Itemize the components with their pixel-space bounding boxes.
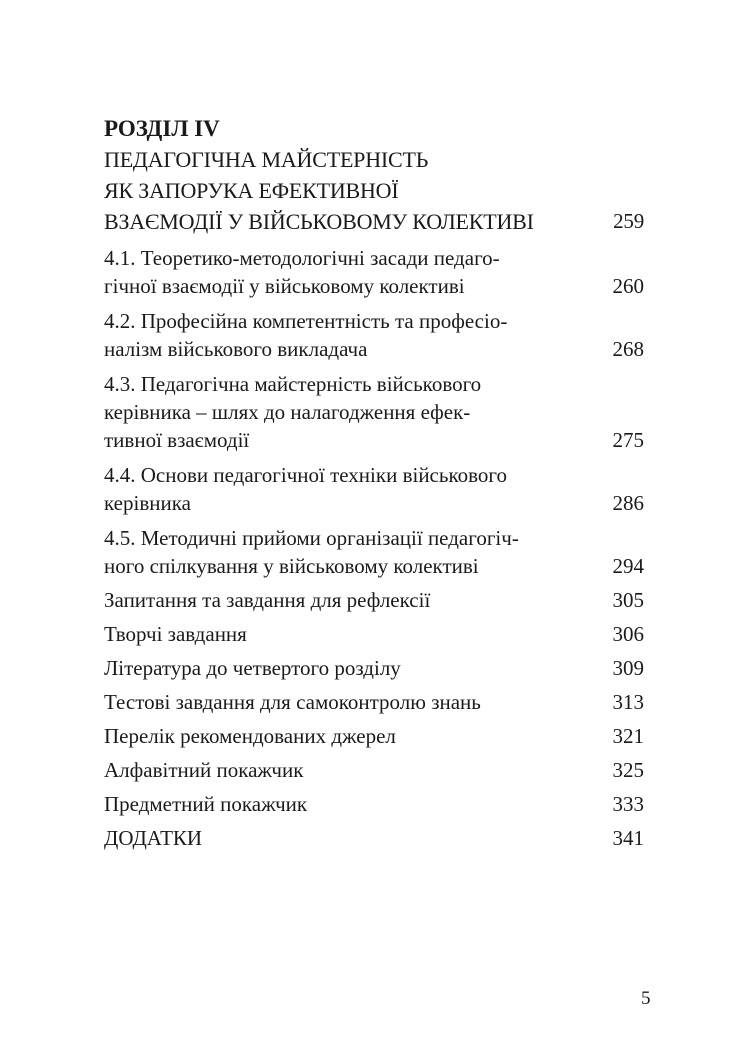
toc-entry (104, 586, 644, 614)
subsection-line: гічної взаємодії у військовому колективі (104, 274, 465, 298)
subsection-line: 4.5. Методичні прийоми організації педагогіч- (104, 526, 519, 550)
subsection-line: 4.3. Педагогічна майстерність військового (104, 372, 482, 396)
toc-entry-text: Творчі завдання (104, 622, 247, 646)
toc-entry-text: Література до четвертого розділу (104, 656, 401, 680)
toc-entry (104, 688, 644, 716)
toc-entry-page: 305 (612, 588, 644, 612)
subsection-page-number: 268 (612, 337, 644, 361)
toc-entry (104, 824, 644, 852)
subsection-page-number: 275 (612, 428, 644, 452)
subsection-line: налізм військового викладача (104, 337, 368, 361)
toc-entry (104, 620, 644, 648)
toc-entry-page: 321 (612, 724, 644, 748)
subsection-line: керівника (104, 491, 191, 515)
toc-entry-page: 309 (612, 656, 644, 680)
toc-entry-text: ДОДАТКИ (104, 826, 203, 850)
section-title-line: ПЕДАГОГІЧНА МАЙСТЕРНІСТЬ (104, 147, 429, 172)
toc-entry (104, 756, 644, 784)
subsection-line: 4.2. Професійна компетентність та професіо- (104, 309, 508, 333)
toc-subsection (104, 244, 644, 300)
toc-entry (104, 722, 644, 750)
toc-subsection (104, 461, 644, 517)
toc-entry-text: Предметний покажчик (104, 792, 308, 816)
toc-entry-text: Тестові завдання для самоконтролю знань (104, 690, 481, 714)
subsection-line: ного спілкування у військовому колективі (104, 554, 479, 578)
toc-entry (104, 790, 644, 818)
toc-subsection (104, 307, 644, 363)
section-label: РОЗДІЛ IV (104, 116, 220, 141)
section-page-number: 259 (613, 209, 644, 233)
section-title-line: ВЗАЄМОДІЇ У ВІЙСЬКОВОМУ КОЛЕКТИВІ (104, 209, 534, 234)
toc-entry (104, 654, 644, 682)
toc-entry-page: 306 (612, 622, 644, 646)
subsection-line: керівника – шлях до налагодження ефек- (104, 400, 471, 424)
toc-entry-page: 325 (612, 758, 644, 782)
subsection-page-number: 260 (612, 274, 644, 298)
subsection-line: 4.4. Основи педагогічної техніки військового (104, 463, 507, 487)
toc-entry-page: 341 (612, 826, 644, 850)
toc-entry-page: 333 (612, 792, 644, 816)
table-of-contents (104, 113, 644, 852)
toc-entry-text: Запитання та завдання для рефлексії (104, 588, 431, 612)
toc-entry-page: 313 (612, 690, 644, 714)
toc-subsection (104, 524, 644, 580)
subsection-line: 4.1. Теоретико-методологічні засади педаго- (104, 246, 500, 270)
subsection-page-number: 286 (612, 491, 644, 515)
page-number: 5 (641, 988, 651, 1009)
subsection-line: тивної взаємодії (104, 428, 250, 452)
toc-entry-text: Алфавітний покажчик (104, 758, 304, 782)
toc-subsection (104, 370, 644, 454)
toc-entry-text: Перелік рекомендованих джерел (104, 724, 396, 748)
section-title-last-line (104, 206, 644, 237)
subsection-page-number: 294 (612, 554, 644, 578)
section-title-line: ЯК ЗАПОРУКА ЕФЕКТИВНОЇ (104, 178, 399, 203)
